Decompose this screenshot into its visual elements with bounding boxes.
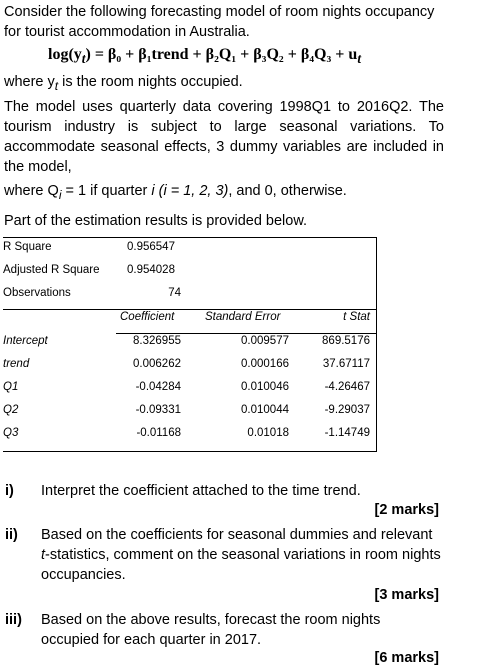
se-q1: 0.010046 — [241, 381, 289, 393]
stat-label-adj-r-square: Adjusted R Square — [3, 264, 100, 276]
model-description: The model uses quarterly data covering 1998Q1 to 2016Q2. The tourism industry is subject to large seasonal variations. To accommodate seasonal effects, 3 dummy variables are included in the model, — [4, 99, 444, 175]
coef-q2: -0.09331 — [135, 404, 181, 416]
coef-trend: 0.006262 — [133, 358, 181, 370]
intro-text: Consider the following forecasting model of room nights occupancy for tourist accommodation in Australia. — [4, 4, 435, 40]
coef-q1: -0.04284 — [135, 381, 181, 393]
header-coefficient: Coefficient — [120, 311, 175, 323]
header-t-stat: t Stat — [343, 311, 370, 323]
question-1-text: Interpret the coefficient attached to the time trend. — [41, 483, 361, 499]
results-intro: Part of the estimation results is provided below. — [4, 213, 308, 229]
stat-label-observations: Observations — [3, 287, 71, 299]
question-1-marks: [2 marks] — [374, 502, 439, 518]
t-q1: -4.26467 — [324, 381, 370, 393]
row-name-q2: Q2 — [3, 404, 19, 416]
coef-q3: -0.01168 — [136, 427, 181, 439]
stat-value-observations: 74 — [168, 287, 181, 299]
table-bottom-border — [3, 451, 377, 452]
model-equation — [48, 46, 361, 67]
question-3-marks: [6 marks] — [374, 650, 439, 666]
equation-rhs: ) = β₀ + β₁trend + β₂Q₁ + β₃Q₂ + β₄Q₃ + u — [85, 46, 358, 63]
se-trend: 0.000166 — [241, 358, 289, 370]
row-name-q3: Q3 — [3, 427, 19, 439]
se-intercept: 0.009577 — [241, 335, 289, 347]
where-q-text: where $Q_i = 1$ if quarter i (i = 1, 2, 3), and 0, otherwise. — [4, 183, 347, 202]
coef-intercept: 8.326955 — [133, 335, 181, 347]
t-q3: -1.14749 — [324, 427, 370, 439]
se-q3: 0.01018 — [247, 427, 289, 439]
stat-value-r-square: 0.956547 — [127, 241, 175, 253]
se-q2: 0.010044 — [241, 404, 289, 416]
equation-lhs-sub: t — [81, 51, 86, 67]
t-trend: 37.67117 — [322, 358, 370, 370]
table-top-border — [3, 237, 377, 238]
question-1-number: i) — [5, 483, 14, 499]
equation-rhs-sub: t — [357, 51, 362, 67]
row-name-q1: Q1 — [3, 381, 19, 393]
question-2-marks: [3 marks] — [374, 587, 439, 603]
equation-lhs: log(y — [48, 46, 82, 63]
stat-label-r-square: R Square — [3, 241, 52, 253]
question-2-number: ii) — [5, 527, 18, 543]
row-name-intercept: Intercept — [3, 335, 48, 347]
question-2-text: Based on the coefficients for seasonal dummies and relevant t-statistics, comment on the seasonal variations in room nights occupancies. — [41, 527, 441, 583]
header-standard-error: Standard Error — [205, 311, 281, 323]
question-3-text: Based on the above results, forecast the room nights occupied for each quarter in 2017. — [41, 612, 381, 648]
row-name-trend: trend — [3, 358, 30, 370]
table-right-border — [376, 237, 377, 452]
t-intercept: 869.5176 — [322, 335, 370, 347]
question-3-number: iii) — [5, 612, 22, 628]
stat-value-adj-r-square: 0.954028 — [127, 264, 175, 276]
where-y-text: where $y_t$ is the room nights occupied. — [4, 74, 243, 93]
regression-table — [3, 237, 376, 452]
t-q2: -9.29037 — [324, 404, 370, 416]
